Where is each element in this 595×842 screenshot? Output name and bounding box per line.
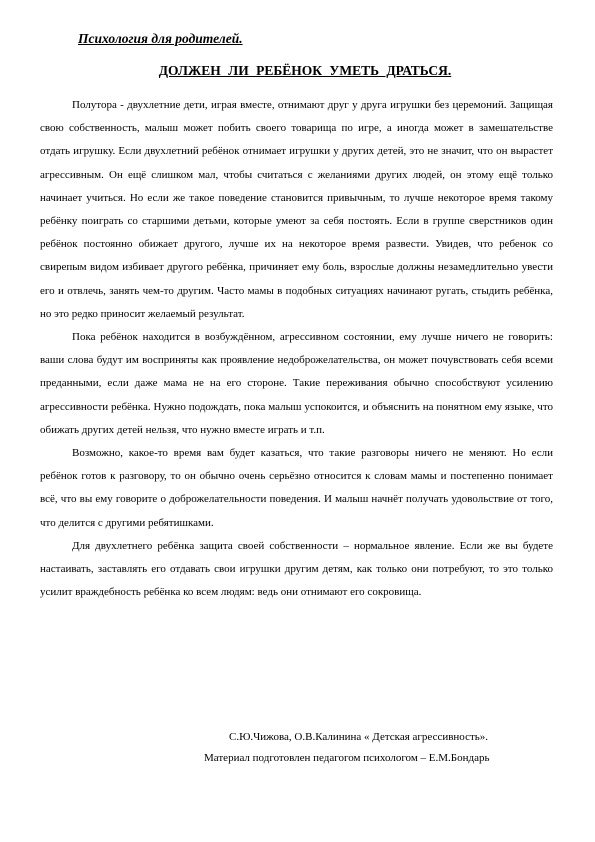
section-heading: Психология для родителей.: [78, 31, 243, 46]
paragraph-2: Пока ребёнок находится в возбуждённом, агрессивном состоянии, ему лучше ничего не говорить: ваши слова будут им восприняты как проявление недоброжелательства, он может почувствовать себя всеми преданными, если даже мама не на его стороне. Такие переживания обычно способствуют усилению агрессивности ребёнка. Нужно подождать, пока малыш успокоится, и объяснить на понятном ему языке, что обижать других детей нельзя, что нужно вместе играть и т.п.: [40, 331, 553, 436]
author-credit: Материал подготовлен педагогом психологом – Е.М.Бондарь: [204, 752, 490, 764]
paragraph-1: Полутора - двухлетние дети, играя вместе, отнимают друг у друга игрушки без церемоний. Защищая свою собственность, малыш может побить своего товарища по игре, а иногда может в замешательстве отдать игрушку. Если двухлетний ребёнок отнимает игрушки у других детей, это не значит, что он вырастет агрессивным. Он ещё слишком мал, чтобы считаться с желаниями других людей, он этому ещё только начинает учиться. Но если же такое поведение становится привычным, то лучше некоторое время такому ребёнку поиграть со старшими детьми, которые умеют за себя постоять. Если в группе сверстников один ребёнок постоянно обижает другого, лучше их на некоторое время развести. Увидев, что ребенок со свирепым видом избивает другого ребёнка, причиняет ему боль, взрослые должны незамедлительно увести его и отвлечь, занять чем-то другим. Часто мамы в подобных ситуациях начинают ругать, стыдить ребёнка, но это редко приносит желаемый результат.: [40, 99, 553, 320]
paragraph-3: Возможно, какое-то время вам будет казаться, что такие разговоры ничего не меняют. Но если ребёнок готов к разговору, то он обычно очень серьёзно относится к словам мамы и постепенно понимает всё, что вы ему говорите о доброжелательности поведения. И малыш начнёт получать удовольствие от того, что делится с другими ребятишками.: [40, 447, 553, 529]
source-citation: С.Ю.Чижова, О.В.Калинина « Детская агрессивность».: [229, 731, 489, 743]
paragraph-4: Для двухлетнего ребёнка защита своей собственности – нормальное явление. Если же вы будете настаивать, заставлять его отдавать свои игрушки другим детям, как только они потребуют, то это только усилит враждебность ребёнка ко всем людям: ведь они отнимают его сокровища.: [40, 539, 553, 599]
article-body: [40, 94, 553, 604]
article-title: ДОЛЖЕН ЛИ РЕБЁНОК УМЕТЬ ДРАТЬСЯ.: [158, 63, 452, 78]
